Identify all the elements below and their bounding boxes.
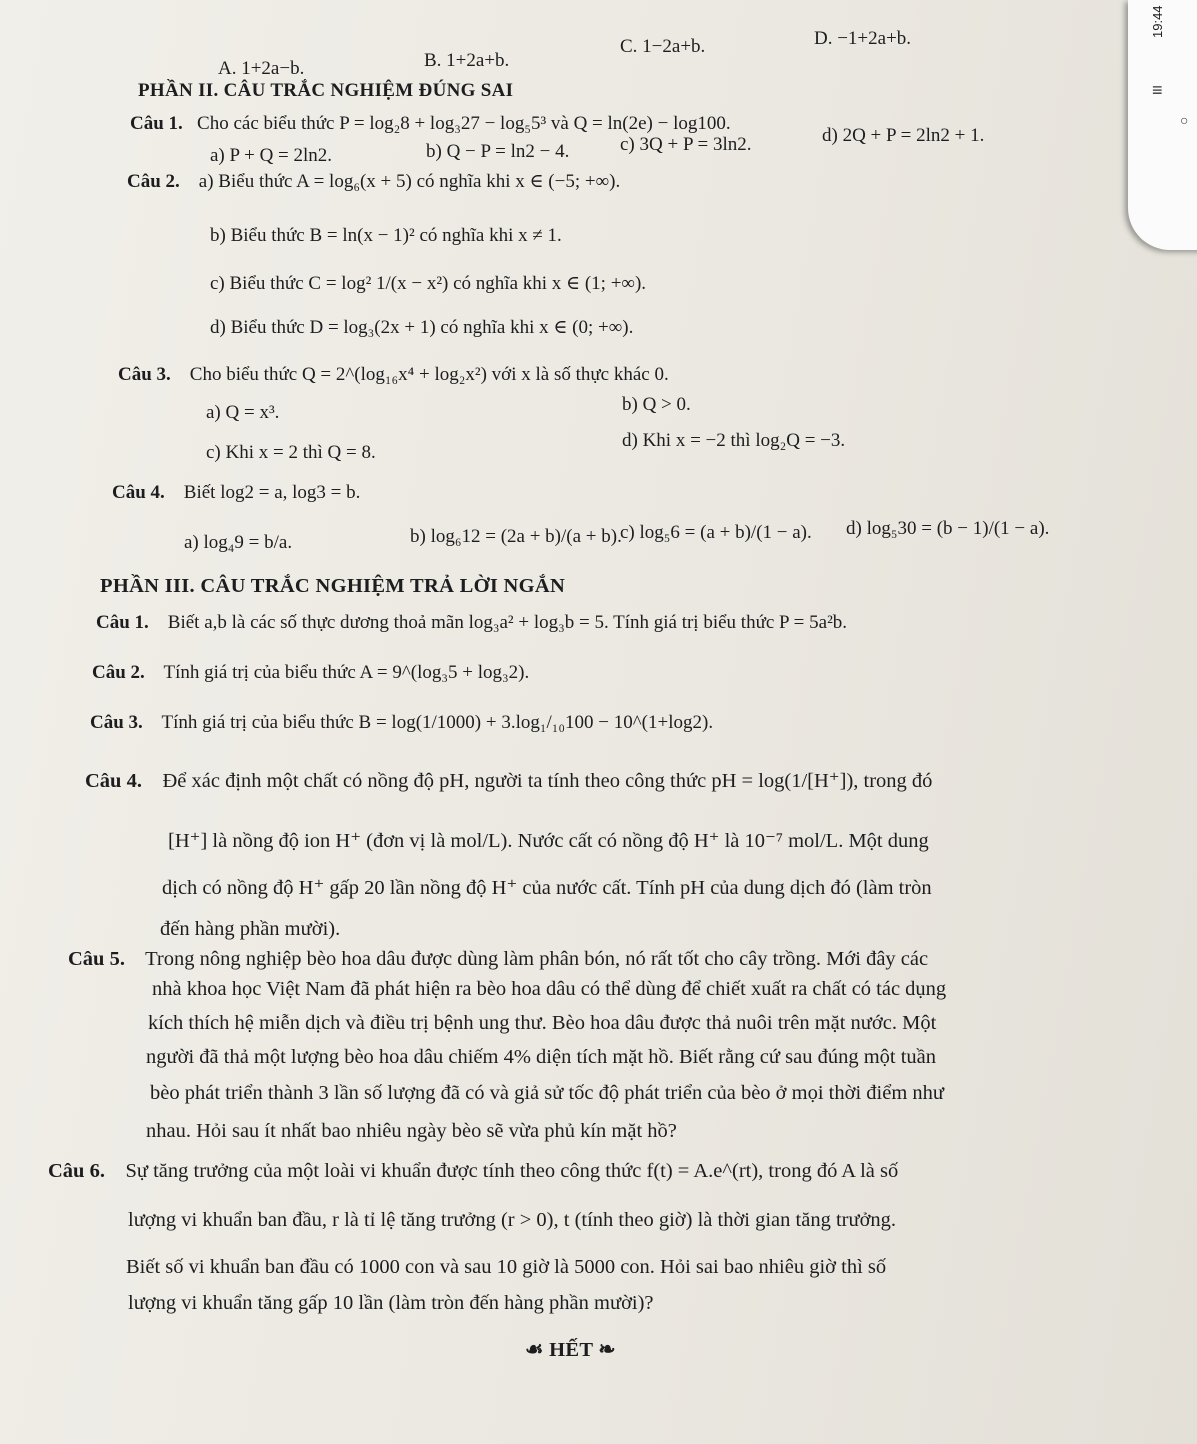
s4-line-2: [H⁺] là nồng độ ion H⁺ (đơn vị là mol/L). Nước cất có nồng độ H⁺ là 10⁻⁷ mol/L. Một dung: [168, 830, 929, 852]
q4-label: Câu 4.: [112, 482, 165, 503]
q1-stem: [130, 113, 731, 135]
q4-b: b) log₆12 = (2a + b)/(a + b).: [410, 526, 622, 547]
s3-label: Câu 3.: [90, 712, 143, 733]
s1-row: [96, 612, 847, 634]
s6-line-3: Biết số vi khuẩn ban đầu có 1000 con và sau 10 giờ là 5000 con. Hỏi sai bao nhiêu giờ thì số: [126, 1256, 887, 1278]
q1-c: c) 3Q + P = 3ln2.: [620, 134, 752, 155]
q1-d: d) 2Q + P = 2ln2 + 1.: [822, 125, 985, 146]
choice-c: C. 1−2a+b.: [620, 36, 706, 57]
choice-a: A. 1+2a−b.: [218, 58, 305, 79]
s2-row: [92, 662, 529, 684]
end-marker: ☙ HẾT ❧: [525, 1339, 616, 1361]
s1-text: Biết a,b là các số thực dương thoả mãn log₃a² + log₃b = 5. Tính giá trị biểu thức P = 5a²b.: [167, 612, 848, 633]
q2-b: b) Biểu thức B = ln(x − 1)² có nghĩa khi x ≠ 1.: [210, 225, 562, 246]
s5-label: Câu 5.: [68, 948, 125, 970]
wifi-icon: ≡: [1152, 80, 1163, 100]
q4-text: Biết log2 = a, log3 = b.: [183, 482, 361, 503]
choice-b: B. 1+2a+b.: [424, 50, 510, 71]
s5-line-6: nhau. Hỏi sau ít nhất bao nhiêu ngày bèo sẽ vừa phủ kín mặt hồ?: [146, 1120, 677, 1142]
s4-line-3: dịch có nồng độ H⁺ gấp 20 lần nồng độ H⁺ của nước cất. Tính pH của dung dịch đó (làm tròn: [162, 877, 932, 899]
q2-label: Câu 2.: [127, 171, 180, 192]
s5-line-3: kích thích hệ miễn dịch và điều trị bệnh ung thư. Bèo hoa dâu được thả nuôi trên mặt nước. Một: [148, 1012, 937, 1034]
s6-line-1: [48, 1160, 898, 1183]
section-3-title: PHẦN III. CÂU TRẮC NGHIỆM TRẢ LỜI NGẮN: [100, 575, 566, 597]
s4-text-1: Để xác định một chất có nồng độ pH, người ta tính theo công thức pH = log(1/[H⁺]), trong đó: [162, 770, 933, 792]
s5-text-1: Trong nông nghiệp bèo hoa dâu được dùng làm phân bón, nó rất tốt cho cây trồng. Mới đây các: [145, 948, 929, 970]
s3-text: Tính giá trị của biểu thức B = log(1/1000) + 3.log₁/₁₀100 − 10^(1+log2).: [161, 712, 714, 733]
q1-a: a) P + Q = 2ln2.: [210, 145, 333, 166]
s4-line-1: [85, 768, 932, 793]
q1-b: b) Q − P = ln2 − 4.: [426, 141, 570, 162]
q3-label: Câu 3.: [118, 364, 171, 385]
s5-line-1: [68, 948, 928, 971]
q3-c: c) Khi x = 2 thì Q = 8.: [206, 442, 376, 463]
s6-text-1: Sự tăng trưởng của một loài vi khuẩn được tính theo công thức f(t) = A.e^(rt), trong đó A là số: [125, 1160, 899, 1182]
phone-clock: 19:44: [1150, 5, 1165, 38]
s2-label: Câu 2.: [92, 662, 145, 683]
s6-line-2: lượng vi khuẩn ban đầu, r là tỉ lệ tăng trưởng (r > 0), t (tính theo giờ) là thời gian tăng trưởng.: [128, 1209, 897, 1231]
s2-text: Tính giá trị của biểu thức A = 9^(log₃5 + log₃2).: [163, 662, 530, 683]
q4-c: c) log₅6 = (a + b)/(1 − a).: [620, 522, 812, 543]
q2-c: c) Biểu thức C = log² 1/(x − x²) có nghĩa khi x ∈ (1; +∞).: [210, 273, 647, 294]
q4-d: d) log₅30 = (b − 1)/(1 − a).: [846, 518, 1050, 539]
q1-text: Cho các biểu thức P = log₂8 + log₃27 − log₅5³ và Q = ln(2e) − log100.: [197, 113, 731, 134]
q3-text: Cho biểu thức Q = 2^(log₁₆x⁴ + log₂x²) với x là số thực khác 0.: [189, 364, 669, 385]
q3-stem: [118, 364, 669, 386]
section-2-title: PHẦN II. CÂU TRẮC NGHIỆM ĐÚNG SAI: [138, 80, 514, 101]
camera-icon: ○: [1180, 112, 1189, 128]
s6-line-4: lượng vi khuẩn tăng gấp 10 lần (làm tròn đến hàng phần mười)?: [128, 1292, 654, 1314]
q3-b: b) Q > 0.: [622, 394, 691, 415]
q2-d: d) Biểu thức D = log₃(2x + 1) có nghĩa khi x ∈ (0; +∞).: [210, 317, 634, 338]
s6-label: Câu 6.: [48, 1160, 105, 1182]
q1-label: Câu 1.: [130, 113, 183, 134]
q4-stem: [112, 482, 360, 504]
choice-d: D. −1+2a+b.: [814, 28, 912, 49]
s5-line-5: bèo phát triển thành 3 lần số lượng đã có và giả sử tốc độ phát triển của bèo ở mọi thời điểm như: [150, 1082, 944, 1104]
q2-a-row: [127, 170, 620, 193]
q3-d: d) Khi x = −2 thì log₂Q = −3.: [622, 430, 846, 451]
q2-a: a) Biểu thức A = log₆(x + 5) có nghĩa khi x ∈ (−5; +∞).: [198, 171, 621, 192]
s1-label: Câu 1.: [96, 612, 149, 633]
s3-row: [90, 712, 713, 734]
s5-line-2: nhà khoa học Việt Nam đã phát hiện ra bèo hoa dâu có thể dùng để chiết xuất ra chất có tác dụng: [152, 978, 947, 1000]
q3-a: a) Q = x³.: [206, 402, 280, 423]
s4-line-4: đến hàng phần mười).: [160, 918, 341, 940]
s4-label: Câu 4.: [85, 770, 142, 792]
s5-line-4: người đã thả một lượng bèo hoa dâu chiếm 4% diện tích mặt hồ. Biết rằng cứ sau đúng một tuần: [146, 1046, 937, 1068]
q4-a: a) log₄9 = b/a.: [184, 532, 293, 553]
